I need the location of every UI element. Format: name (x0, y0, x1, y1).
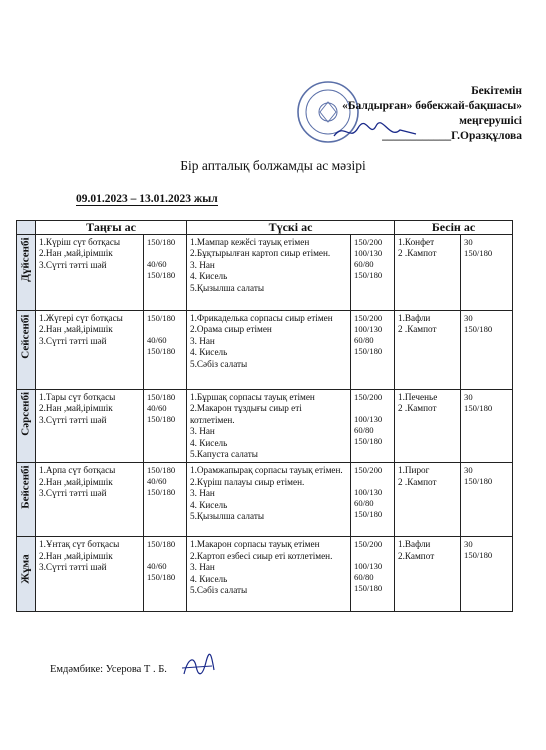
portion: 150/180 (354, 509, 383, 520)
header-snack: Бесін ас (395, 221, 513, 235)
dietitian-line: Емдәмбике: Усерова Т . Б. (50, 664, 167, 675)
table-row (17, 235, 513, 311)
menu-item: 2.Күріш палауы сиыр етімен. (190, 476, 305, 487)
dietitian-signature (178, 652, 218, 682)
day-name: Сейсенбі (19, 314, 32, 359)
day-name: Бейсенбі (19, 465, 32, 509)
portion: 30 (464, 313, 473, 323)
portion: 40/60 (147, 259, 167, 269)
day-cell (17, 235, 36, 311)
menu-item: 1.Күріш сүт ботқасы (39, 237, 121, 247)
menu-item: 1.Тары сүт ботқасы (39, 392, 116, 402)
lunch-items (187, 235, 351, 311)
snack-items (395, 390, 461, 463)
portion: 30 (464, 539, 473, 550)
portion: 150/180 (147, 572, 176, 583)
breakfast-items (36, 463, 144, 537)
breakfast-portions (144, 463, 187, 537)
snack-portions (461, 537, 513, 612)
header-corner (17, 221, 36, 235)
menu-item: 1.Конфет (398, 237, 435, 247)
portion: 100/130 (354, 561, 383, 572)
menu-item: 2.Бұқтырылған картоп сиыр етімен. (190, 248, 331, 259)
menu-item: 2.Макарон тұздығы сиыр еті котлетімен. (190, 403, 302, 425)
portion: 150/180 (147, 465, 176, 476)
portion: 100/130 (354, 324, 383, 334)
lunch-portions (351, 235, 395, 311)
snack-items (395, 235, 461, 311)
date-range: 09.01.2023 – 13.01.2023 жыл (76, 193, 218, 205)
menu-item: 1.Жүгері сүт ботқасы (39, 313, 123, 323)
portion: 150/180 (354, 346, 383, 356)
portion: 60/80 (354, 259, 374, 269)
portion: 60/80 (354, 335, 374, 345)
portion: 150/180 (354, 436, 383, 446)
portion: 150/180 (464, 550, 493, 561)
menu-item: 1.Орамжапырақ сорпасы тауық етімен. (190, 465, 343, 476)
menu-item: 2.Нан ,май,ірімшік (39, 476, 113, 487)
menu-item: 1.Макарон сорпасы тауық етімен (190, 539, 320, 550)
lunch-items (187, 537, 351, 612)
menu-item: 1.Пирог (398, 465, 430, 476)
menu-item: 3. Нан (190, 426, 215, 437)
menu-table (16, 220, 513, 612)
menu-item: 5.Капуста салаты (190, 449, 258, 460)
portion: 30 (464, 237, 473, 247)
portion: 60/80 (354, 425, 374, 435)
day-name: Дүйсенбі (19, 237, 32, 282)
breakfast-items (36, 235, 144, 311)
portion: 60/80 (354, 498, 374, 509)
portion: 100/130 (354, 248, 383, 258)
snack-items (395, 311, 461, 390)
menu-item: 2.Нан ,май,ірімшік (39, 550, 113, 561)
lunch-items (187, 463, 351, 537)
portion: 150/200 (354, 465, 383, 476)
portion: 100/130 (354, 487, 383, 498)
menu-item: 3.Сүтті тәтті шәй (39, 488, 107, 499)
header-lunch: Түскі ас (187, 221, 395, 235)
snack-items (395, 537, 461, 612)
menu-item: 4. Кисель (190, 347, 228, 358)
day-name: Сәрсенбі (19, 391, 32, 436)
menu-item: 2 .Кампот (398, 324, 437, 335)
menu-item: 3. Нан (190, 488, 215, 499)
menu-item: 2.Нан ,май,ірімшік (39, 324, 113, 335)
table-row (17, 537, 513, 612)
menu-item: 3.Сүтті тәтті шәй (39, 562, 107, 573)
menu-item: 3. Нан (190, 562, 215, 573)
lunch-portions (351, 311, 395, 390)
menu-item: 5.Қызылша салаты (190, 282, 265, 293)
snack-portions (461, 390, 513, 463)
menu-item: 1.Мампар кежӗсі тауық етімен (190, 237, 310, 247)
lunch-portions (351, 463, 395, 537)
portion: 150/180 (147, 487, 176, 498)
lunch-portions (351, 390, 395, 463)
menu-item: 2.Картоп езбесі сиыр еті котлетімен. (190, 550, 333, 561)
portion: 40/60 (147, 335, 167, 345)
lunch-items (187, 311, 351, 390)
menu-item: 1.Печенье (398, 392, 438, 402)
portion: 150/180 (464, 476, 493, 487)
portion: 150/180 (147, 414, 176, 424)
portion: 150/180 (147, 237, 176, 247)
portion: 150/180 (354, 583, 383, 594)
approval-line-2: «Балдырған» бөбекжай-бақшасы» (342, 100, 522, 112)
menu-item: 3. Нан (190, 335, 215, 346)
approval-block (282, 84, 522, 144)
portion: 150/180 (464, 248, 493, 258)
portion: 30 (464, 465, 473, 476)
approval-line-4: ____________Г.Оразқұлова (382, 130, 522, 142)
portion: 100/130 (354, 414, 383, 424)
portion: 150/180 (147, 392, 176, 402)
menu-item: 4. Кисель (190, 499, 228, 510)
menu-item: 2.Нан ,май,ірімшік (39, 403, 113, 414)
portion: 150/180 (147, 270, 176, 280)
snack-items (395, 463, 461, 537)
breakfast-portions (144, 235, 187, 311)
menu-item: 2.Нан ,май,ірімшік (39, 248, 113, 259)
portion: 150/200 (354, 392, 383, 402)
table-row (17, 311, 513, 390)
lunch-portions (351, 537, 395, 612)
menu-item: 1.Вафли (398, 313, 431, 323)
portion: 40/60 (147, 403, 167, 413)
portion: 150/180 (464, 324, 493, 334)
menu-item: 5.Сәбіз салаты (190, 358, 248, 369)
menu-item: 3.Сүтті тәтті шәй (39, 414, 107, 425)
header-breakfast: Таңғы ас (36, 221, 187, 235)
day-cell (17, 463, 36, 537)
menu-item: 3.Сүтті тәтті шәй (39, 335, 107, 346)
menu-item: 2 .Кампот (398, 476, 437, 487)
portion: 60/80 (354, 572, 374, 583)
menu-item: 2 .Кампот (398, 248, 437, 259)
portion: 150/180 (147, 346, 176, 356)
header-row (17, 221, 513, 235)
day-name: Жұма (19, 554, 32, 584)
menu-item: 3.Сүтті тәтті шәй (39, 259, 107, 270)
menu-item: 5.Қызылша салаты (190, 511, 265, 522)
day-cell (17, 390, 36, 463)
menu-item: 4. Кисель (190, 271, 228, 282)
day-cell (17, 537, 36, 612)
breakfast-portions (144, 537, 187, 612)
menu-item: 4. Кисель (190, 573, 228, 584)
breakfast-items (36, 537, 144, 612)
menu-item: 2.Орама сиыр етімен (190, 324, 272, 335)
breakfast-portions (144, 390, 187, 463)
menu-item: 2.Кампот (398, 550, 435, 561)
portion: 150/180 (464, 403, 493, 413)
portion: 150/180 (147, 313, 176, 323)
portion: 40/60 (147, 476, 167, 487)
menu-item: 1.Арпа сүт ботқасы (39, 465, 116, 476)
snack-portions (461, 311, 513, 390)
portion: 150/200 (354, 539, 383, 550)
table-row (17, 390, 513, 463)
menu-item: 1.Ұнтақ сүт ботқасы (39, 539, 120, 550)
menu-item: 2 .Кампот (398, 403, 437, 414)
lunch-items (187, 390, 351, 463)
approval-line-1: Бекітемін (471, 85, 522, 97)
menu-item: 1.Вафли (398, 539, 431, 550)
page-title: Бір апталық болжамды ас мәзірі (180, 158, 366, 173)
table-row (17, 463, 513, 537)
menu-item: 1.Фрикаделька сорпасы сиыр етімен (190, 313, 333, 323)
snack-portions (461, 235, 513, 311)
menu-item: 5.Сәбіз салаты (190, 585, 248, 596)
menu-item: 3. Нан (190, 259, 215, 270)
menu-item: 1.Бұршақ сорпасы тауық етімен (190, 392, 315, 402)
portion: 40/60 (147, 561, 167, 572)
portion: 30 (464, 392, 473, 402)
portion: 150/200 (354, 237, 383, 247)
breakfast-portions (144, 311, 187, 390)
breakfast-items (36, 390, 144, 463)
portion: 150/180 (354, 270, 383, 280)
snack-portions (461, 463, 513, 537)
approval-line-3: меңгерушісі (459, 115, 522, 127)
portion: 150/200 (354, 313, 383, 323)
menu-item: 4. Кисель (190, 437, 228, 448)
day-cell (17, 311, 36, 390)
portion: 150/180 (147, 539, 176, 550)
breakfast-items (36, 311, 144, 390)
